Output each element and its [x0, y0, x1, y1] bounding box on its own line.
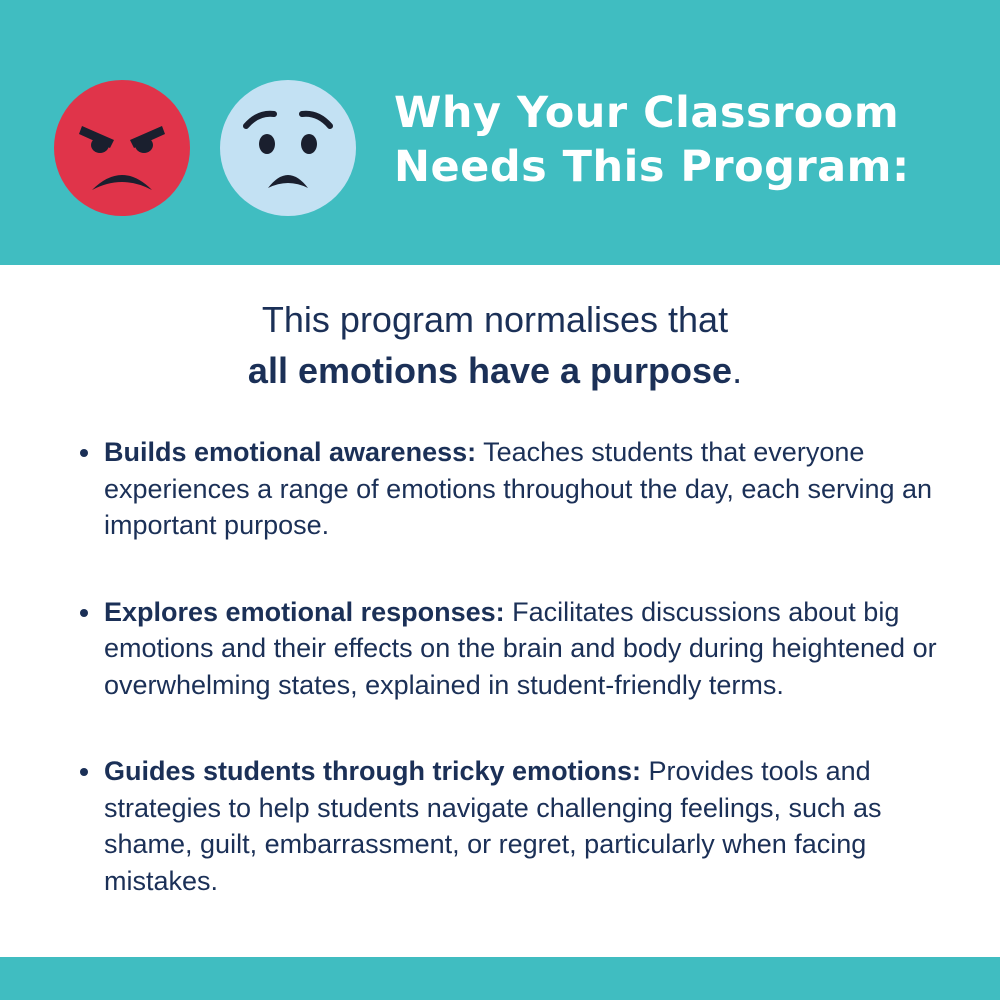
intro-statement — [0, 294, 990, 396]
bullet-dot-icon — [80, 768, 88, 776]
page-title — [394, 86, 994, 194]
intro-period: . — [732, 350, 743, 391]
benefit-list — [78, 434, 958, 899]
intro-emphasis: all emotions have a purpose — [247, 350, 733, 391]
footer-band — [0, 957, 1000, 1000]
title-line-1: Why Your Classroom — [394, 88, 900, 138]
title-line-2: Needs This Program: — [394, 142, 910, 192]
worried-face-icon — [218, 78, 358, 218]
bullet-dot-icon — [80, 449, 88, 457]
intro-line-2 — [0, 345, 990, 396]
intro-line-1: This program normalises that — [261, 299, 729, 340]
bullet-heading: Guides students through tricky emotions: — [104, 756, 642, 786]
list-item — [78, 753, 958, 899]
list-item — [78, 594, 958, 704]
bullet-dot-icon — [80, 609, 88, 617]
bullet-text: Facilitates discussions about big emotions and their effects on the brain and body during heightened or overwhelming states, explained in student-friendly terms. — [104, 596, 937, 700]
bullet-text: Provides tools and strategies to help students navigate challenging feelings, such as shame, guilt, embarrassment, or regret, particularly when facing mistakes. — [104, 756, 882, 896]
bullet-heading: Explores emotional responses: — [104, 596, 505, 627]
angry-face-icon — [52, 78, 192, 218]
bullet-heading: Builds emotional awareness: — [104, 437, 477, 467]
header-banner — [0, 0, 1000, 265]
list-item — [78, 434, 958, 544]
bullet-text: Teaches students that everyone experiences a range of emotions throughout the day, each serving an important purpose. — [104, 437, 933, 540]
